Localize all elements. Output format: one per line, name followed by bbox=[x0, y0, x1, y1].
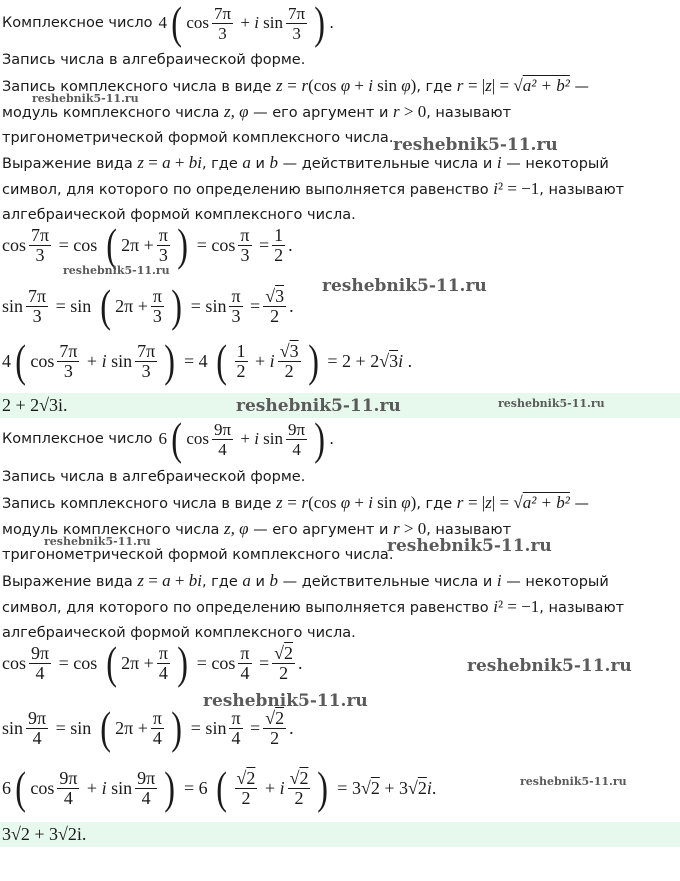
section1-cos-equation: cos $\frac{7\pi}{3}$ = cos ( 2π + $\frac{\pi}{3}$ ) = cos $\frac{\pi}{3}$ = $\frac{1}{2}$ . bbox=[2, 219, 293, 270]
section2-sin-equation: sin $\frac{9\pi}{4}$ = sin ( 2π + $\frac{\pi}{4}$ ) = sin $\frac{\pi}{4}$ = $\frac{√2}{2}$ . bbox=[2, 702, 294, 753]
section2-intro: Комплексное число 6 ( cos $\frac{9\pi}{4}$ + i sin $\frac{9\pi}{4}$ ) . bbox=[2, 413, 334, 464]
section2-result-equation: 6 ( cos $\frac{9\pi}{4}$ + i sin $\frac{9\pi}{4}$ ) = 6 ( $\frac{√2}{2}$ + i $\frac{√2}{2}$ ) = 3√2 + 3√2i. bbox=[2, 762, 437, 813]
section2-trig-def-a: Запись комплексного числа в виде z = r(cos φ + i sin φ), где r = |z| = √a² + b² — bbox=[2, 493, 589, 512]
watermark: reshebnik5-11.ru bbox=[236, 396, 401, 416]
section2-trig-def-c: тригонометрической формой комплексного числа. bbox=[2, 547, 394, 563]
watermark: reshebnik5-11.ru bbox=[467, 656, 632, 676]
section1-sin-equation: sin $\frac{7\pi}{3}$ = sin ( 2π + $\frac{\pi}{3}$ ) = sin $\frac{\pi}{3}$ = $\frac{√3}{2}$ . bbox=[2, 280, 294, 331]
section2-answer-bar bbox=[0, 822, 680, 847]
watermark: reshebnik5-11.ru bbox=[498, 397, 605, 410]
watermark: reshebnik5-11.ru bbox=[393, 135, 558, 155]
section2-alg-def-b: символ, для которого по определению выполняется равенство i² = −1, называют bbox=[2, 597, 625, 616]
watermark: reshebnik5-11.ru bbox=[203, 691, 368, 711]
section2-alg-def-c: алгебраической формой комплексного числа. bbox=[2, 625, 356, 641]
watermark: reshebnik5-11.ru bbox=[44, 535, 151, 548]
section1-trig-def-a: Запись комплексного числа в виде z = r(cos φ + i sin φ), где r = |z| = √a² + b² — bbox=[2, 76, 589, 95]
watermark: reshebnik5-11.ru bbox=[63, 264, 170, 277]
section1-alg-def-c: алгебраической формой комплексного числа. bbox=[2, 207, 356, 223]
section2-cos-equation: cos $\frac{9\pi}{4}$ = cos ( 2π + $\frac{\pi}{4}$ ) = cos $\frac{\pi}{4}$ = $\frac{√2}{2}$ . bbox=[2, 637, 303, 688]
watermark: reshebnik5-11.ru bbox=[322, 276, 487, 296]
watermark: reshebnik5-11.ru bbox=[387, 536, 552, 556]
section2-task: Запись числа в алгебраической форме. bbox=[2, 469, 306, 485]
section2-answer: 3√2 + 3√2i. bbox=[2, 824, 87, 844]
section1-task: Запись числа в алгебраической форме. bbox=[2, 52, 306, 68]
section1-alg-def-a: Выражение вида z = a + bi, где a и b — действительные числа и i — некоторый bbox=[2, 153, 609, 172]
section2-trig-def-b: модуль комплексного числа z, φ — его аргумент и r > 0, называют bbox=[2, 519, 512, 538]
section1-trig-def-b: модуль комплексного числа z, φ — его аргумент и r > 0, называют bbox=[2, 102, 512, 121]
section2-alg-def-a: Выражение вида z = a + bi, где a и b — действительные числа и i — некоторый bbox=[2, 571, 609, 590]
watermark: reshebnik5-11.ru bbox=[520, 775, 627, 788]
section1-alg-def-b: символ, для которого по определению выполняется равенство i² = −1, называют bbox=[2, 179, 625, 198]
section1-intro: Комплексное число 4 ( cos $\frac{7\pi}{3}$ + i sin $\frac{7\pi}{3}$ ) . bbox=[2, 0, 334, 48]
section1-result-equation: 4 ( cos $\frac{7\pi}{3}$ + i sin $\frac{7\pi}{3}$ ) = 4 ( $\frac{1}{2}$ + i $\frac{√3}{2}$ ) = 2 + 2√3i . bbox=[2, 335, 413, 386]
section1-answer: 2 + 2√3i. bbox=[2, 395, 68, 415]
watermark: reshebnik5-11.ru bbox=[32, 92, 139, 105]
section1-trig-def-c: тригонометрической формой комплексного числа. bbox=[2, 130, 394, 146]
